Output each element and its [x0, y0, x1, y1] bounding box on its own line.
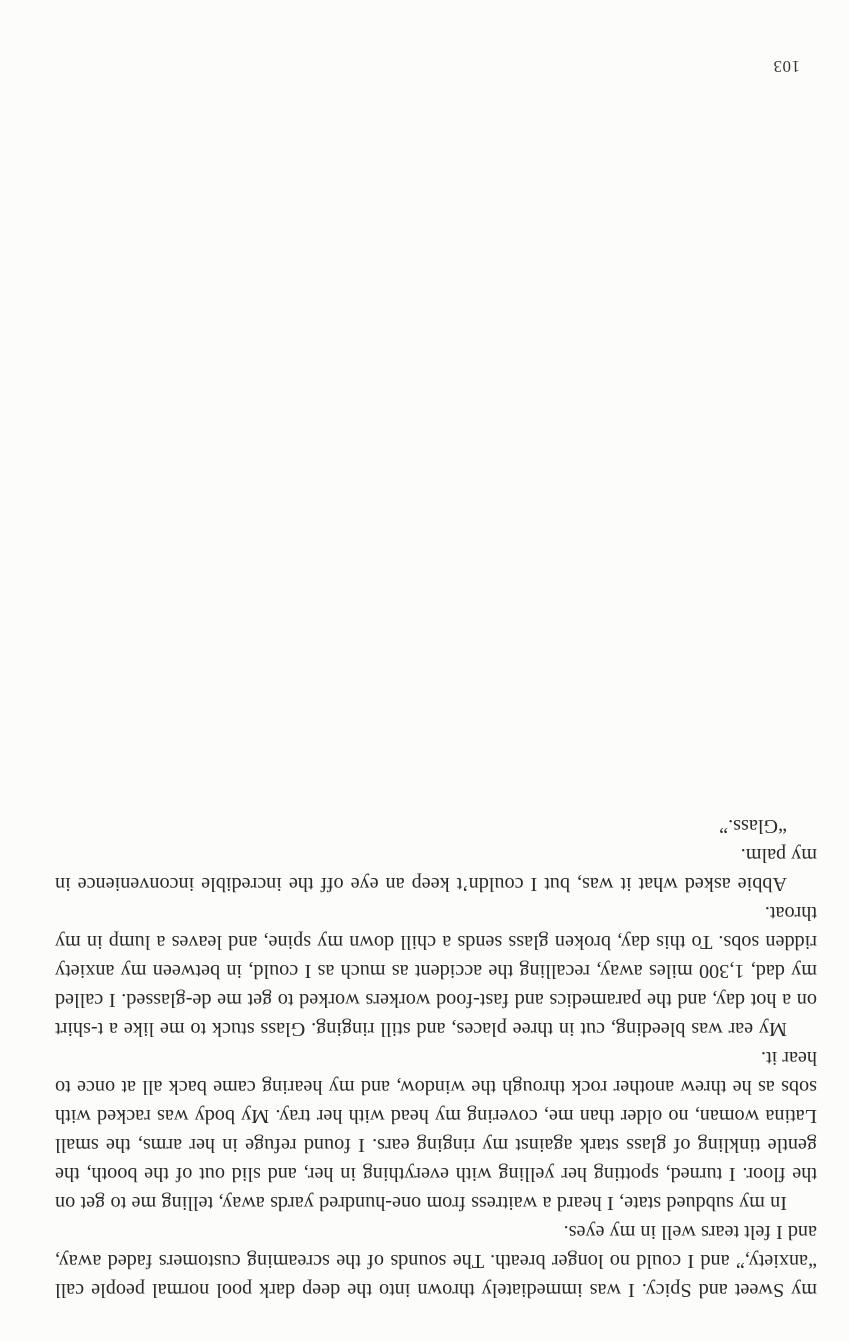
page-number: 103 — [773, 57, 800, 76]
paragraph-5-dialogue: “Glass.” — [719, 815, 787, 837]
paragraph-4: Abbie asked what it was, but I couldn’t keep an eye off the incredible inconvenience in my palm. — [55, 844, 817, 895]
paragraph-3: My ear was bleeding, cut in three places, and still ringing. Glass stuck to me like a t-shirt on a hot day, and the paramedics and fast-food workers worked to get me de-glassed. I called my dad, 1,300 miles away, recalling the accident as much as I could, in between my anxiety ridden sobs. To this day, broken glass sends a chill down my spine, and leaves a lump in my throat. — [55, 902, 817, 1040]
body-text — [55, 811, 817, 1304]
paragraph-2: In my subdued state, I heard a waitress from one-hundred yards away, telling me to get on the floor. I turned, spotting her yelling with everything in her, and slid out of the booth, the gentle tinkling of glass stark against my ringing ears. I found refuge in her arms, the small Latina woman, no older than me, covering my head with her tray. My body was racked with sobs as he threw another rock through the window, and my hearing came back all at once to hear it. — [55, 1047, 817, 1214]
paragraph-1: my Sweet and Spicy. I was immediately thrown into the deep dark pool normal people call “anxiety,” and I could no longer breath. The sounds of the screaming customers faded away, and I felt tears well in my eyes. — [55, 1221, 817, 1301]
